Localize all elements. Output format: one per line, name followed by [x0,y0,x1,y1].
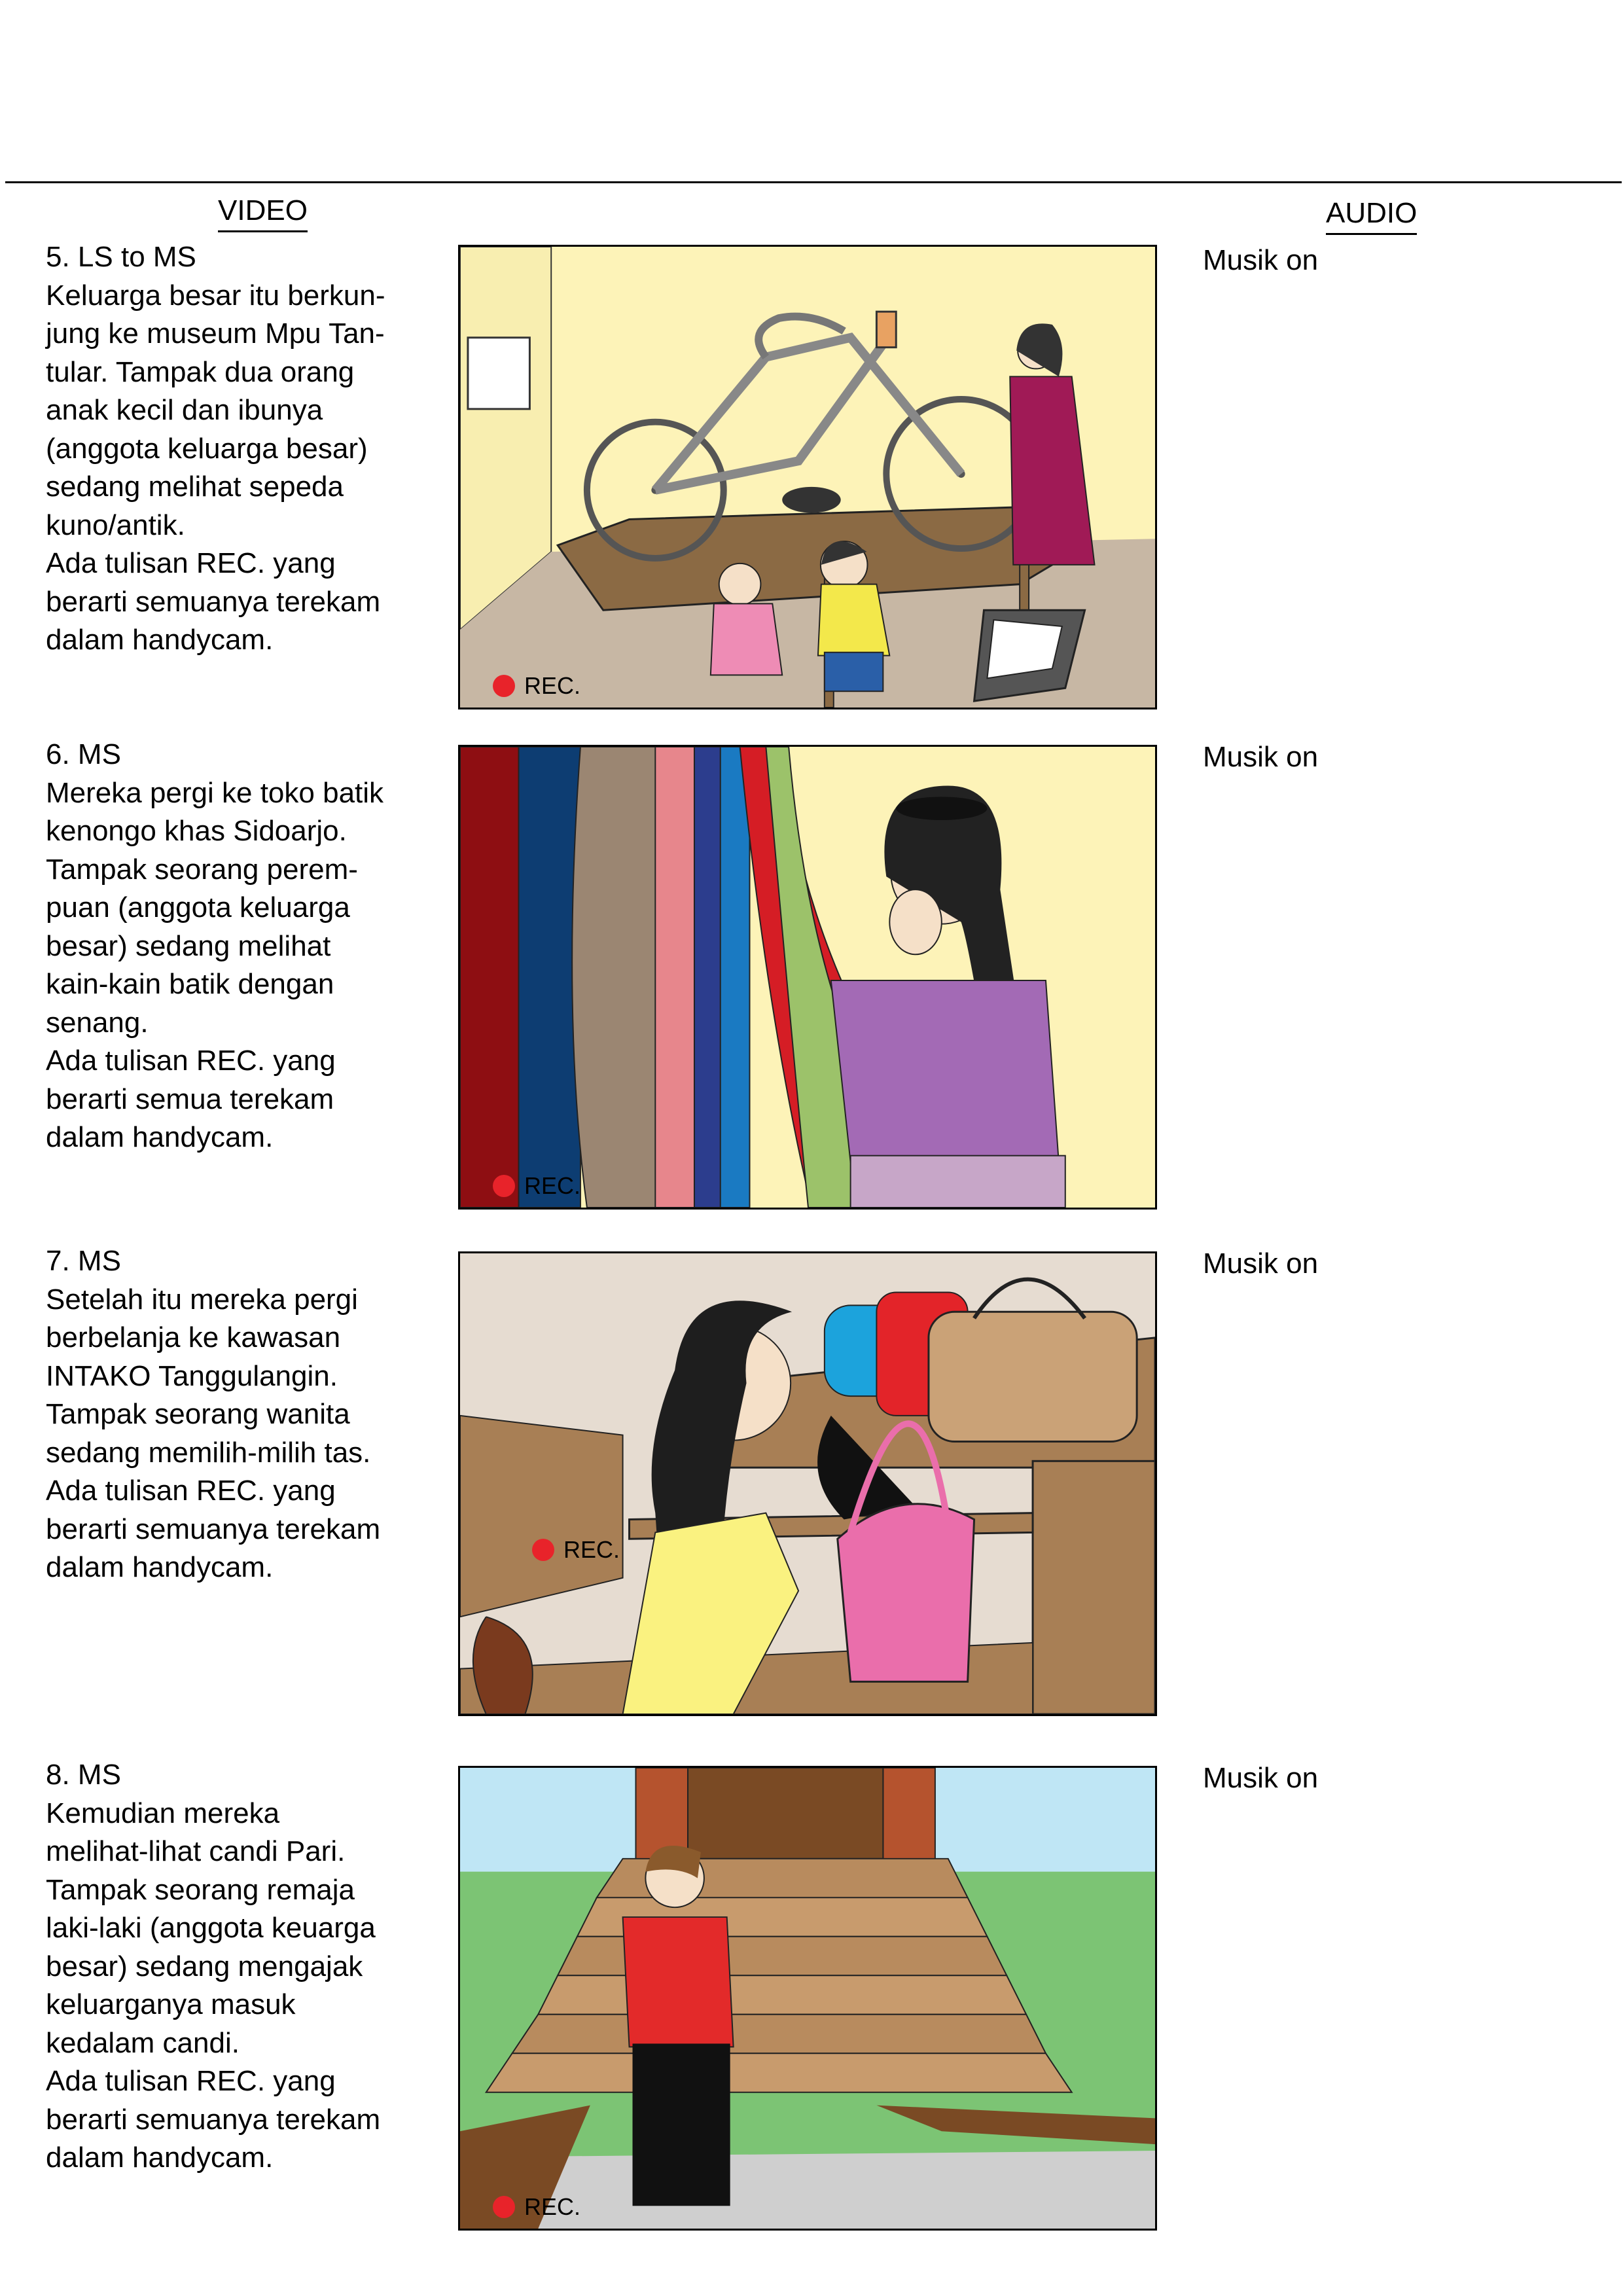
bag-shop-illustration [460,1253,1155,1714]
record-dot-icon [493,675,515,697]
rec-label: REC. [524,1172,581,1199]
scene-7-frame [458,1251,1157,1716]
candi-pari-illustration [460,1768,1155,2229]
audio-column-header [1326,196,1417,235]
scene-6-audio: Musik on [1203,741,1319,773]
scene-5-description: 5. LS to MS Keluarga besar itu berkun- jung ke museum Mpu Tan- tular. Tampak dua orang anak kecil dan ibunya (anggota keluarga besar) sedang melihat sepeda kuno/antik. Ada tulisan REC. yang berarti semuanya terekam dalam handycam. [46,241,385,656]
museum-bicycle-illustration [460,247,1155,708]
record-dot-icon [493,2196,515,2218]
scene-7-audio: Musik on [1203,1247,1319,1280]
rec-indicator [493,2193,580,2221]
rec-indicator [493,672,580,700]
batik-shop-illustration [460,747,1155,1208]
record-dot-icon [532,1539,554,1561]
rec-indicator [532,1536,620,1564]
rec-label: REC. [563,1536,620,1563]
audio-header-underline [1326,233,1417,235]
rec-label: REC. [524,672,581,699]
scene-5-frame [458,245,1157,709]
scene-6-frame [458,745,1157,1210]
scene-8-description: 8. MS Kemudian mereka melihat-lihat candi Pari. Tampak seorang remaja laki-laki (anggota keuarga besar) sedang mengajak keluarganya masuk kedalam candi. Ada tulisan REC. yang berarti semuanya terekam dalam handycam. [46,1759,381,2174]
scene-8-audio: Musik on [1203,1762,1319,1794]
scene-8-frame [458,1766,1157,2231]
rec-indicator [493,1172,580,1200]
scene-7-description: 7. MS Setelah itu mereka pergi berbelanja ke kawasan INTAKO Tanggulangin. Tampak seorang wanita sedang memilih-milih tas. Ada tulisan REC. yang berarti semuanya terekam dalam handycam. [46,1245,381,1583]
rec-label: REC. [524,2193,581,2220]
scene-6-description: 6. MS Mereka pergi ke toko batik kenongo khas Sidoarjo. Tampak seorang perem- puan (anggota keluarga besar) sedang melihat kain-kain batik dengan senang. Ada tulisan REC. yang berarti semua terekam dalam handycam. [46,738,384,1153]
video-header-label: VIDEO [218,194,308,226]
scene-5-audio: Musik on [1203,244,1319,276]
video-column-header [218,194,308,232]
record-dot-icon [493,1175,515,1197]
header-rule [5,181,1622,183]
audio-header-label: AUDIO [1326,197,1418,229]
video-header-underline [218,230,308,232]
